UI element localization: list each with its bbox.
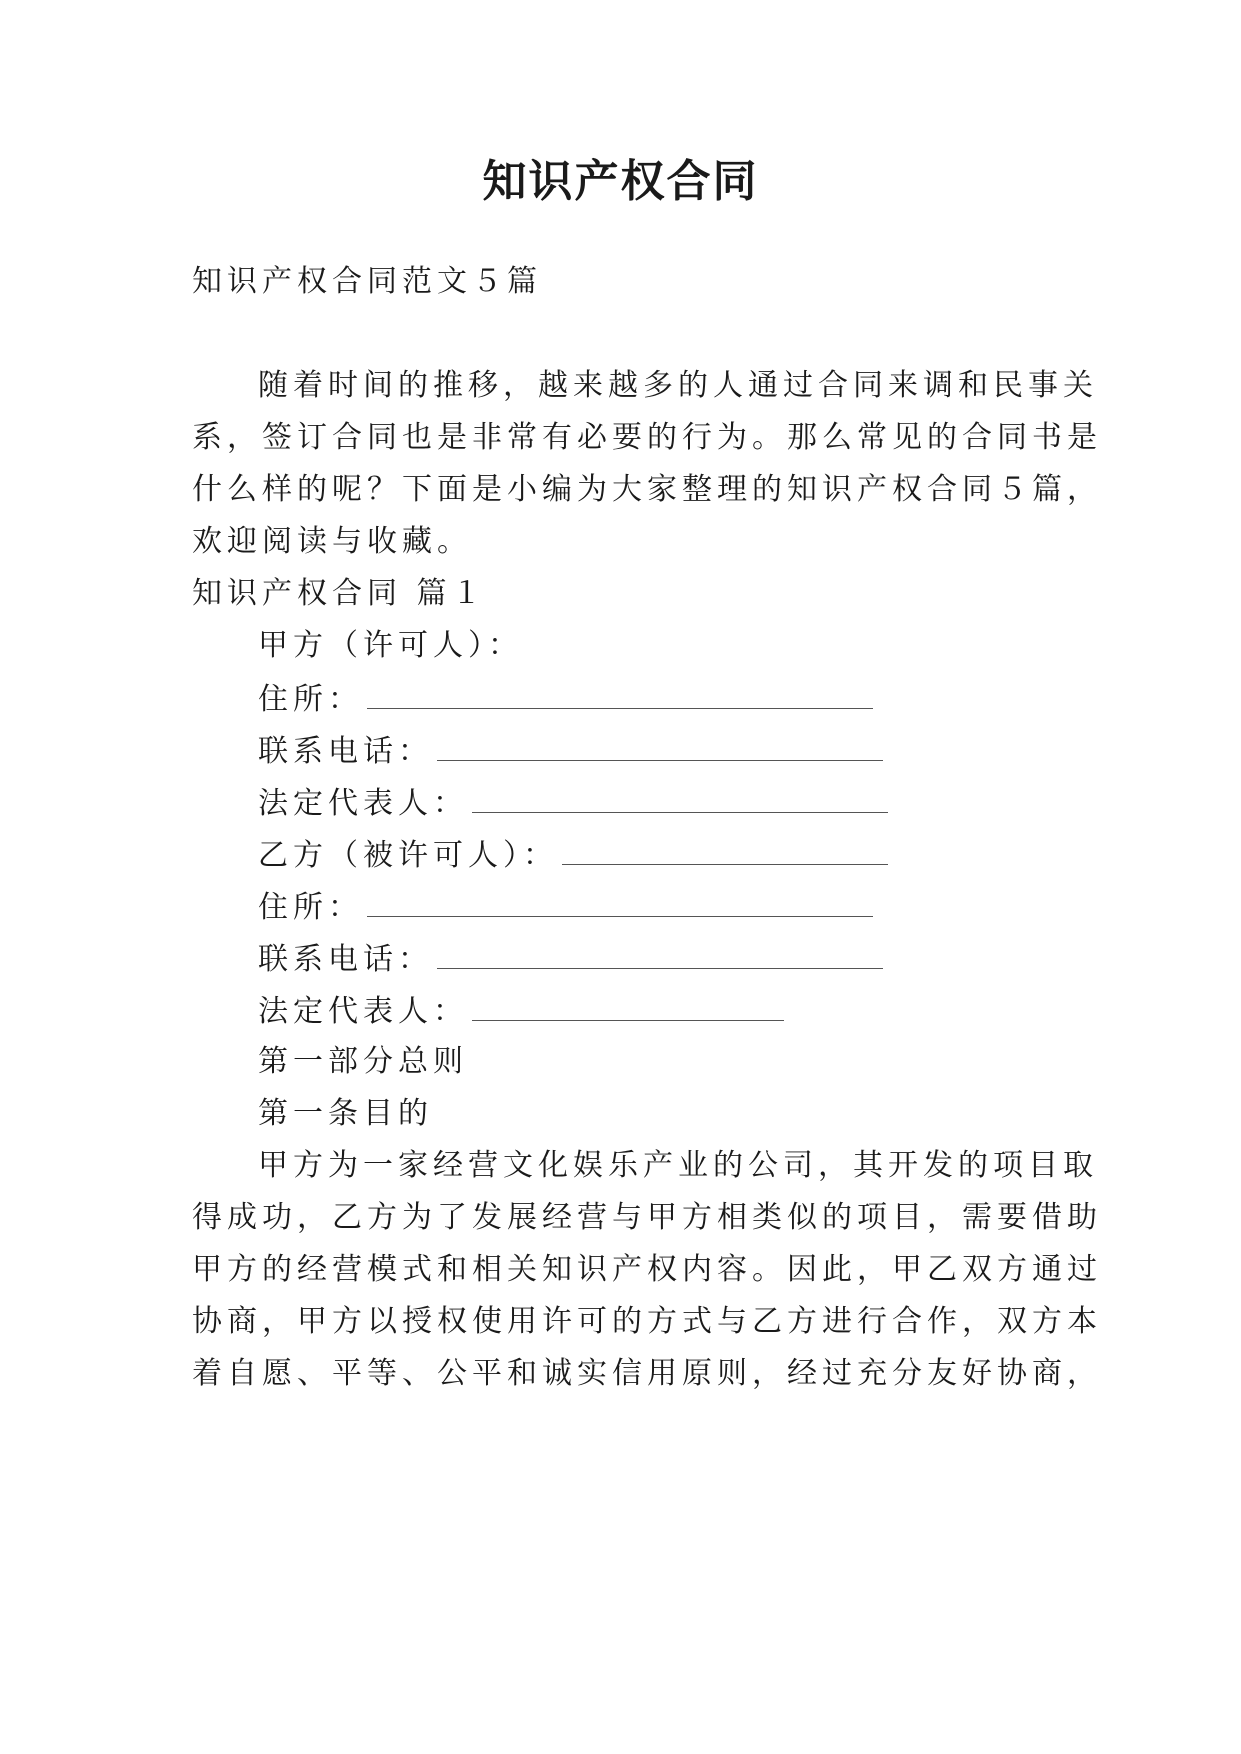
- field-label: 法定代表人：: [258, 786, 468, 821]
- field-label: 联系电话：: [258, 942, 433, 977]
- phone-blank-field[interactable]: [437, 730, 883, 761]
- party-b-address-row: [258, 886, 873, 928]
- field-label: 住所：: [258, 682, 363, 717]
- intro-line-4: 欢迎阅读与收藏。: [192, 524, 472, 559]
- phone-blank-field[interactable]: [437, 938, 883, 969]
- field-label: 联系电话：: [258, 734, 433, 769]
- body-line-4: 协商，甲方以授权使用许可的方式与乙方进行合作，双方本: [192, 1304, 1102, 1339]
- section-heading: 知识产权合同 篇１: [192, 576, 487, 611]
- intro-line-2: 系，签订合同也是非常有必要的行为。那么常见的合同书是: [192, 420, 1102, 455]
- representative-blank-field[interactable]: [472, 990, 784, 1021]
- party-b-representative-row: [258, 990, 784, 1032]
- party-b-heading: 乙方（被许可人）：: [258, 838, 558, 873]
- party-b-row: [258, 834, 888, 876]
- party-b-blank-field[interactable]: [562, 834, 888, 865]
- party-b-phone-row: [258, 938, 883, 980]
- body-line-2: 得成功，乙方为了发展经营与甲方相类似的项目，需要借助: [192, 1200, 1102, 1235]
- address-blank-field[interactable]: [367, 886, 873, 917]
- field-label: 住所：: [258, 890, 363, 925]
- representative-blank-field[interactable]: [472, 782, 888, 813]
- part-heading: 第一部分总则: [258, 1044, 468, 1079]
- body-line-3: 甲方的经营模式和相关知识产权内容。因此，甲乙双方通过: [192, 1252, 1102, 1287]
- party-a-phone-row: [258, 730, 883, 772]
- body-line-1: 甲方为一家经营文化娱乐产业的公司，其开发的项目取: [258, 1148, 1098, 1183]
- article-heading: 第一条目的: [258, 1096, 433, 1131]
- document-title: 知识产权合同: [482, 156, 759, 207]
- field-label: 法定代表人：: [258, 994, 468, 1029]
- party-a-representative-row: [258, 782, 888, 824]
- address-blank-field[interactable]: [367, 678, 873, 709]
- document-subtitle: 知识产权合同范文５篇: [192, 264, 542, 299]
- party-a-heading: 甲方（许可人）：: [258, 628, 523, 663]
- intro-line-3: 什么样的呢？下面是小编为大家整理的知识产权合同５篇，: [192, 472, 1102, 507]
- body-line-5: 着自愿、平等、公平和诚实信用原则，经过充分友好协商，: [192, 1356, 1102, 1391]
- party-a-address-row: [258, 678, 873, 720]
- intro-line-1: 随着时间的推移，越来越多的人通过合同来调和民事关: [258, 368, 1098, 403]
